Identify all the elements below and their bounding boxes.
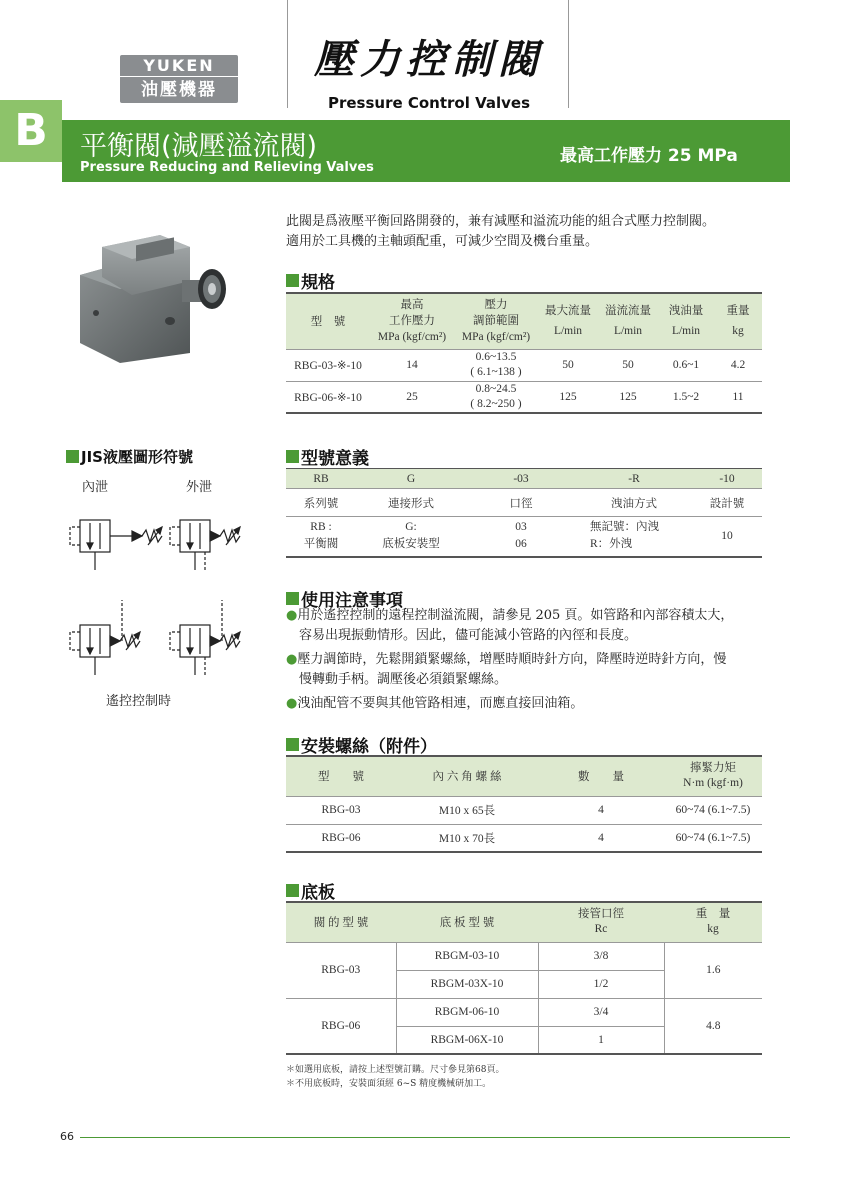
model-meaning-section-title	[286, 444, 369, 469]
spec-h-adj-2: 調節範圍	[473, 315, 519, 328]
spec-cell-relief: 125	[619, 390, 637, 403]
spec-h-drain	[658, 293, 714, 349]
bolts-title-text: 安裝螺絲（附件）	[301, 737, 437, 757]
list-item: ●壓力調節時，先鬆開鎖緊螺絲，增壓時順時針方向，降壓時逆時針方向，慢	[286, 652, 727, 667]
subplate-table	[286, 901, 762, 1055]
model-detail-series-code: RB :	[310, 521, 332, 534]
intro-line-1: 此閥是爲液壓平衡回路開發的，兼有減壓和溢流功能的組合式壓力控制閥。	[286, 214, 716, 229]
bolts-h-qty: 數 量	[538, 756, 664, 796]
subplate-h-weight-2: kg	[707, 923, 719, 936]
subplate-cell-port: 1/2	[538, 970, 664, 998]
bolts-table	[286, 755, 762, 853]
list-item: ●用於遙控控制的遠程控制溢流閥，請參見 205 頁。如管路和內部容積太大，	[286, 608, 734, 623]
bolts-cell-torque: 60~74 (6.1~7.5)	[675, 831, 751, 844]
model-code-row	[286, 469, 762, 489]
spec-h-adjust	[454, 293, 538, 349]
bolts-cell-torque: 60~74 (6.1~7.5)	[664, 796, 762, 824]
spec-h-model: 型 號	[286, 293, 370, 349]
subplate-cell-weight: 1.6	[664, 942, 762, 998]
bolts-cell-bolt: M10 x 65長	[396, 796, 538, 824]
model-detail-size-06: 06	[515, 538, 527, 551]
bolts-section-title	[286, 732, 437, 757]
jis-symbol-remote-internal	[70, 600, 140, 675]
model-code-design: -10	[719, 472, 735, 485]
spec-cell-max-flow: 50	[538, 349, 598, 381]
section-marker	[286, 274, 299, 287]
subplate-footnote-1: ＊如選用底板，請按上述型號訂購。尺寸參見第68頁。	[286, 1065, 505, 1075]
subplate-cell-port: 1	[538, 1026, 664, 1054]
spec-header-row	[286, 293, 762, 349]
jis-label-remote: 遙控控制時	[106, 694, 172, 709]
subplate-cell-plate: RBGM-06-10	[396, 998, 538, 1026]
spec-h-weight-2: kg	[732, 325, 744, 338]
spec-h-max-flow-2: L/min	[553, 325, 583, 338]
category-title-cn: 壓力控制閥	[314, 37, 544, 83]
bolts-header-row	[286, 756, 762, 796]
spec-cell-adj-mpa: 0.6~13.5	[475, 351, 517, 363]
product-title-cn: 平衡閥(減壓溢流閥)	[80, 131, 318, 162]
model-detail-connection-code: G:	[405, 521, 417, 534]
model-detail-series	[286, 517, 356, 557]
bolts-h-torque-2: N·m (kgf·m)	[683, 777, 743, 790]
subplate-header-row	[286, 902, 762, 942]
spec-cell-max-flow: 125	[559, 390, 577, 403]
note-2-line-1: 壓力調節時，先鬆開鎖緊螺絲，增壓時順時針方向，降壓時逆時針方向，慢	[297, 652, 727, 667]
model-name-size: 口徑	[509, 497, 533, 510]
spec-h-drain-2: L/min	[671, 325, 701, 338]
spec-cell-model: RBG-03-※-10	[286, 349, 370, 381]
table-row	[286, 349, 762, 381]
bolts-cell-qty: 4	[538, 796, 664, 824]
note-2-line-2: 慢轉動手柄。調壓後必須鎖緊螺絲。	[299, 672, 508, 687]
bolts-h-model: 型 號	[286, 756, 396, 796]
spec-h-adj-3: MPa (kgf/cm²)	[461, 331, 531, 344]
jis-symbol-remote-external	[170, 600, 240, 675]
bolts-h-torque	[664, 756, 762, 796]
jis-symbol-external	[170, 520, 240, 570]
subplate-h-port-1: 接管口徑	[578, 908, 624, 921]
subplate-h-weight-1: 重 量	[695, 908, 731, 921]
section-marker	[286, 592, 299, 605]
spec-h-relief-2: L/min	[613, 325, 643, 338]
subplate-cell-port: 3/4	[538, 998, 664, 1026]
max-pressure-label: 最高工作壓力 25 MPa	[560, 146, 738, 166]
spec-h-max-press	[370, 293, 454, 349]
spec-h-drain-1: 洩油量	[668, 305, 704, 318]
spec-h-weight	[714, 293, 762, 349]
spec-cell-drain: 1.5~2	[672, 390, 700, 403]
subplate-h-valve: 閥 的 型 號	[286, 902, 396, 942]
spec-cell-relief: 50	[598, 349, 658, 381]
subplate-cell-port: 3/8	[538, 942, 664, 970]
model-detail-connection	[356, 517, 466, 557]
spec-cell-adj-kgf: ( 8.2~250 )	[470, 397, 522, 410]
spec-h-max-press-3: MPa (kgf/cm²)	[377, 331, 447, 344]
note-3: 洩油配管不要與其他管路相連，而應直接回油箱。	[297, 696, 584, 711]
table-row	[286, 796, 762, 824]
subplate-title-text: 底板	[301, 883, 335, 903]
spec-h-max-flow	[538, 293, 598, 349]
spec-h-max-press-2: 工作壓力	[389, 315, 435, 328]
table-row	[286, 998, 762, 1026]
spec-h-max-flow-1: 最大流量	[545, 305, 591, 318]
spec-h-relief-1: 溢流流量	[605, 305, 651, 318]
model-detail-drain-external: R：外洩	[590, 538, 633, 551]
spec-cell-adj-mpa: 0.8~24.5	[475, 382, 517, 395]
bolts-h-bolt: 內 六 角 螺 絲	[396, 756, 538, 796]
footer-rule	[80, 1137, 790, 1138]
spec-h-relief	[598, 293, 658, 349]
model-meaning-table	[286, 468, 762, 558]
model-detail-size-03: 03	[515, 521, 527, 534]
table-row	[286, 824, 762, 852]
jis-symbol-diagrams	[60, 505, 250, 685]
model-meaning-title-text: 型號意義	[301, 449, 369, 469]
section-tab-letter: B	[0, 100, 62, 162]
spec-cell-adjust	[454, 349, 538, 381]
note-1-line-2: 容易出現振動情形。因此，儘可能減小管路的內徑和長度。	[299, 628, 638, 643]
spec-section-title	[286, 268, 335, 293]
bolts-cell-qty: 4	[598, 831, 604, 844]
model-name-drain: 洩油方式	[611, 497, 657, 510]
table-row	[286, 942, 762, 970]
subplate-h-port-2: Rc	[594, 923, 608, 936]
subplate-cell-valve: RBG-06	[321, 1019, 361, 1032]
jis-label-internal: 內泄	[82, 480, 109, 495]
model-name-connection: 連接形式	[388, 497, 434, 510]
subplate-cell-valve: RBG-03	[286, 942, 396, 998]
spec-cell-drain: 0.6~1	[658, 349, 714, 381]
subplate-cell-plate: RBGM-03X-10	[396, 970, 538, 998]
section-marker	[66, 450, 79, 463]
note-1-line-1: 用於遙控控制的遠程控制溢流閥，請參見 205 頁。如管路和內部容積太大，	[297, 608, 734, 623]
spec-h-max-press-1: 最高	[400, 299, 424, 312]
subplate-section-title	[286, 878, 335, 903]
logo-text-yuken: YUKEN	[120, 55, 238, 77]
subplate-footnote-2: ＊不用底板時，安裝面須經 6~S 精度機械研加工。	[286, 1079, 492, 1089]
spec-cell-model: RBG-06-※-10	[294, 391, 362, 404]
spec-cell-adjust	[454, 381, 538, 413]
jis-title-text: JIS液壓圖形符號	[81, 448, 193, 466]
section-marker	[286, 738, 299, 751]
spec-table	[286, 292, 762, 414]
page-number: 66	[60, 1130, 74, 1143]
model-name-row	[286, 489, 762, 517]
jis-section-title	[66, 446, 193, 467]
model-detail-connection-name: 底板安裝型	[382, 538, 440, 551]
spec-h-adj-1: 壓力	[484, 299, 508, 312]
spec-cell-weight: 11	[732, 390, 744, 403]
subplate-h-port	[538, 902, 664, 942]
bolts-cell-bolt: M10 x 70長	[438, 832, 496, 845]
model-detail-row	[286, 517, 762, 557]
table-row	[286, 381, 762, 413]
header-divider-right	[568, 0, 569, 108]
subplate-h-plate: 底 板 型 號	[396, 902, 538, 942]
model-name-series: 系列號	[303, 497, 339, 510]
bolts-cell-model: RBG-06	[321, 831, 361, 844]
product-title-en: Pressure Reducing and Relieving Valves	[80, 160, 374, 175]
list-item: ●洩油配管不要與其他管路相連，而應直接回油箱。	[286, 696, 584, 711]
intro-line-2: 適用於工具機的主軸頭配重，可減少空間及機台重量。	[286, 234, 599, 249]
model-detail-size	[466, 517, 576, 557]
logo-text-cn: 油壓機器	[141, 80, 217, 100]
spec-cell-adj-kgf: ( 6.1~138 )	[470, 366, 522, 378]
spec-cell-max-press: 14	[370, 349, 454, 381]
subplate-cell-weight: 4.8	[664, 998, 762, 1054]
spec-title-text: 規格	[301, 273, 335, 293]
model-detail-series-name: 平衡閥	[303, 538, 339, 551]
subplate-cell-plate: RBGM-03-10	[396, 942, 538, 970]
section-marker	[286, 450, 299, 463]
model-code-drain: -R	[628, 472, 640, 485]
model-detail-drain	[576, 517, 692, 557]
spec-h-weight-1: 重量	[726, 305, 750, 318]
spec-cell-max-press: 25	[406, 390, 418, 403]
subplate-cell-plate: RBGM-06X-10	[396, 1026, 538, 1054]
header-divider-left	[287, 0, 288, 108]
jis-symbol-internal	[70, 520, 162, 570]
bolts-cell-model: RBG-03	[286, 796, 396, 824]
model-code-connection: G	[406, 472, 416, 485]
jis-label-external: 外泄	[186, 480, 213, 495]
subplate-h-weight	[664, 902, 762, 942]
notes-title-text: 使用注意事項	[301, 591, 403, 611]
model-detail-drain-internal: 無記號：內洩	[590, 521, 659, 534]
bolts-h-torque-1: 擰緊力矩	[690, 762, 736, 775]
model-code-size: -03	[513, 472, 529, 485]
category-title-en: Pressure Control Valves	[327, 94, 531, 112]
spec-cell-weight: 4.2	[714, 349, 762, 381]
section-marker	[286, 884, 299, 897]
valve-product-image	[72, 225, 232, 365]
model-name-design: 設計號	[709, 497, 745, 510]
model-code-series: RB	[313, 472, 329, 485]
product-intro	[286, 212, 776, 252]
notes-list	[286, 606, 776, 714]
model-detail-design: 10	[721, 530, 733, 543]
